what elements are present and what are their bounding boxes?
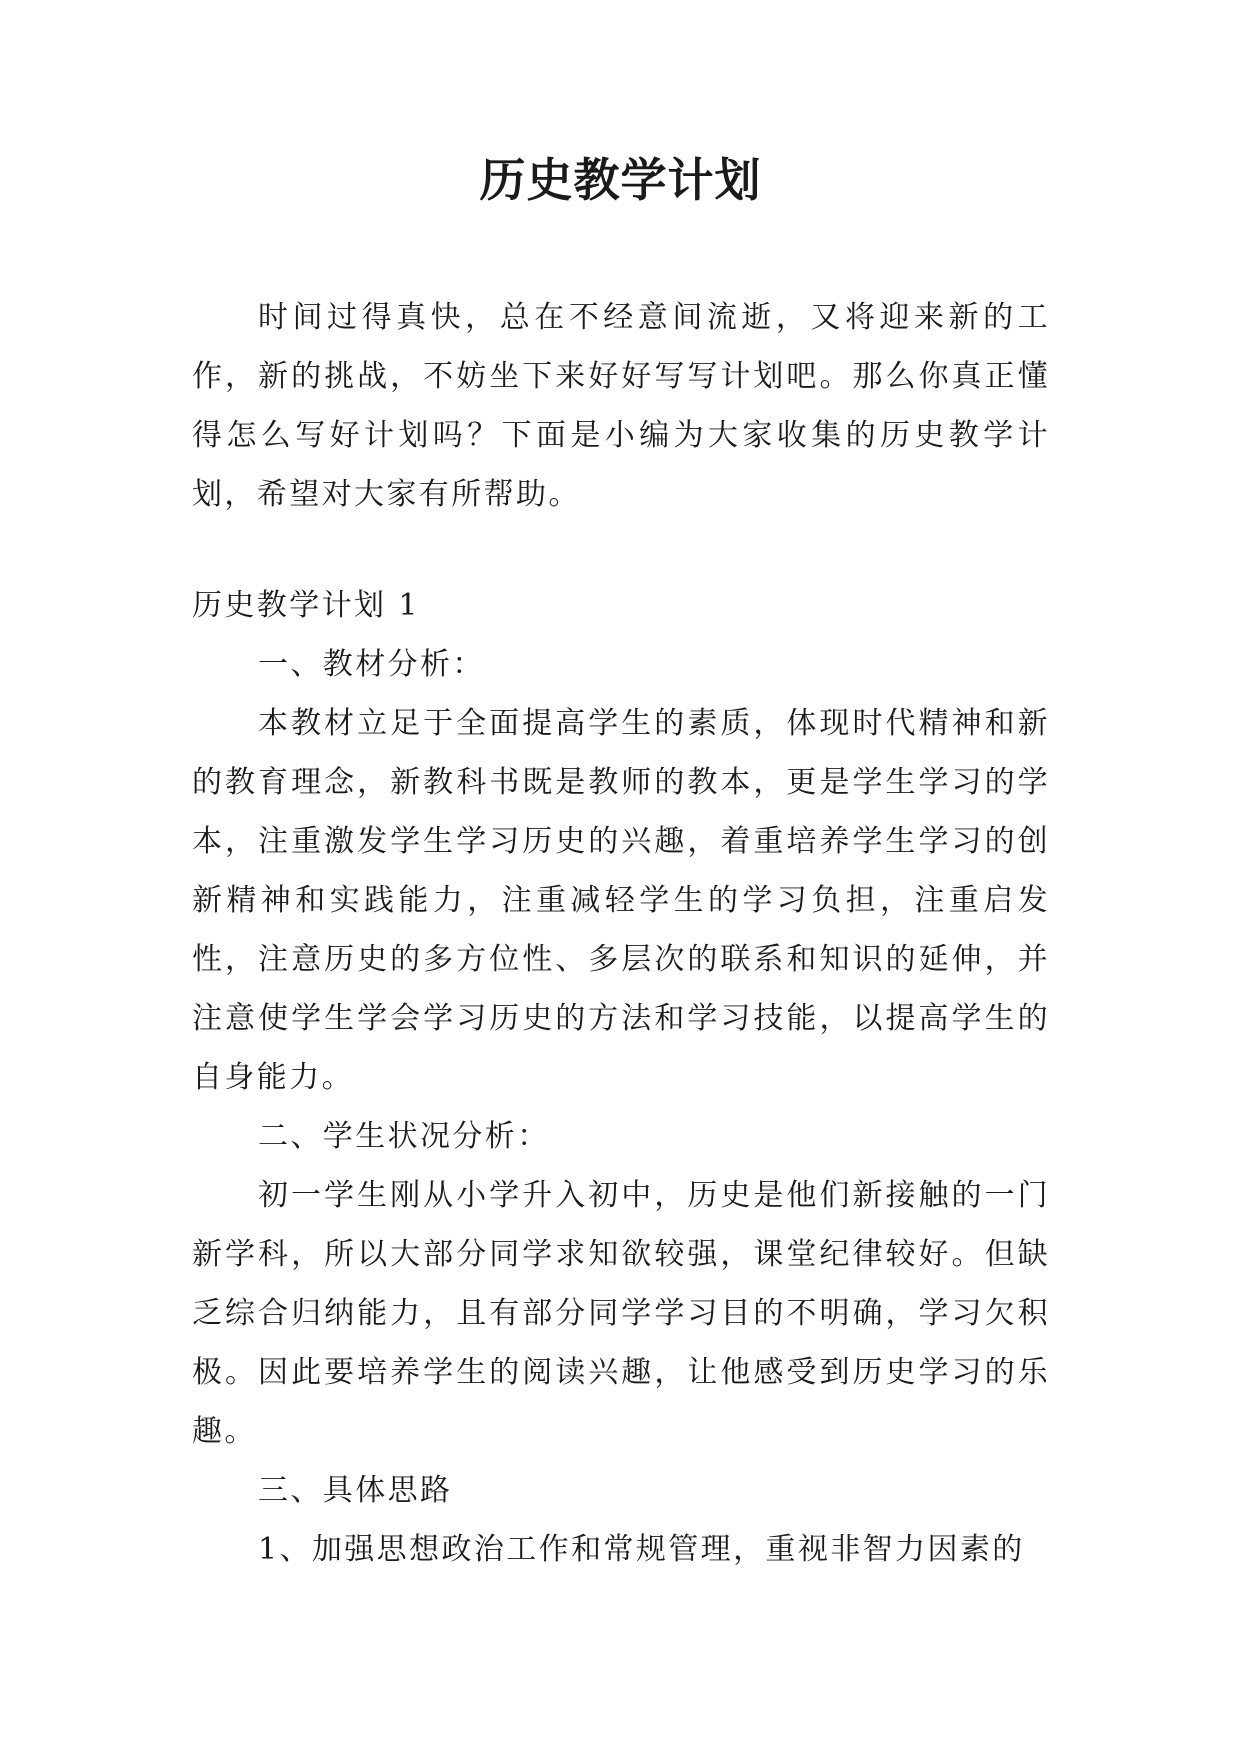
paragraph-idea-1: 1、加强思想政治工作和常规管理，重视非智力因素的: [258, 1532, 1025, 1567]
content-block: [192, 576, 1050, 1579]
heading-specific-ideas: 三、具体思路: [258, 1473, 453, 1508]
heading-textbook-analysis: 一、教材分析：: [258, 647, 485, 682]
intro-paragraph: 时间过得真快，总在不经意间流逝，又将迎来新的工作，新的挑战，不妨坐下来好好写写计划吧。那么你真正懂得怎么写好计划吗？下面是小编为大家收集的历史教学计划，希望对大家有所帮助。: [192, 300, 1050, 512]
paragraph-textbook-analysis: 本教材立足于全面提高学生的素质，体现时代精神和新的教育理念，新教科书既是教师的教本，更是学生学习的学本，注重激发学生学习历史的兴趣，着重培养学生学习的创新精神和实践能力，注重减轻学生的学习负担，注重启发性，注意历史的多方位性、多层次的联系和知识的延伸，并注意使学生学会学习历史的方法和学习技能，以提高学生的自身能力。: [192, 706, 1050, 1095]
document-title: 历史教学计划: [479, 153, 762, 207]
paragraph-student-analysis: 初一学生刚从小学升入初中，历史是他们新接触的一门新学科，所以大部分同学求知欲较强，课堂纪律较好。但缺乏综合归纳能力，且有部分同学学习目的不明确，学习欠积极。因此要培养学生的阅读兴趣，让他感受到历史学习的乐趣。: [192, 1178, 1050, 1449]
heading-student-analysis: 二、学生状况分析：: [258, 1119, 550, 1154]
section-title: 历史教学计划 1: [192, 588, 420, 623]
intro-block: [192, 288, 1050, 524]
